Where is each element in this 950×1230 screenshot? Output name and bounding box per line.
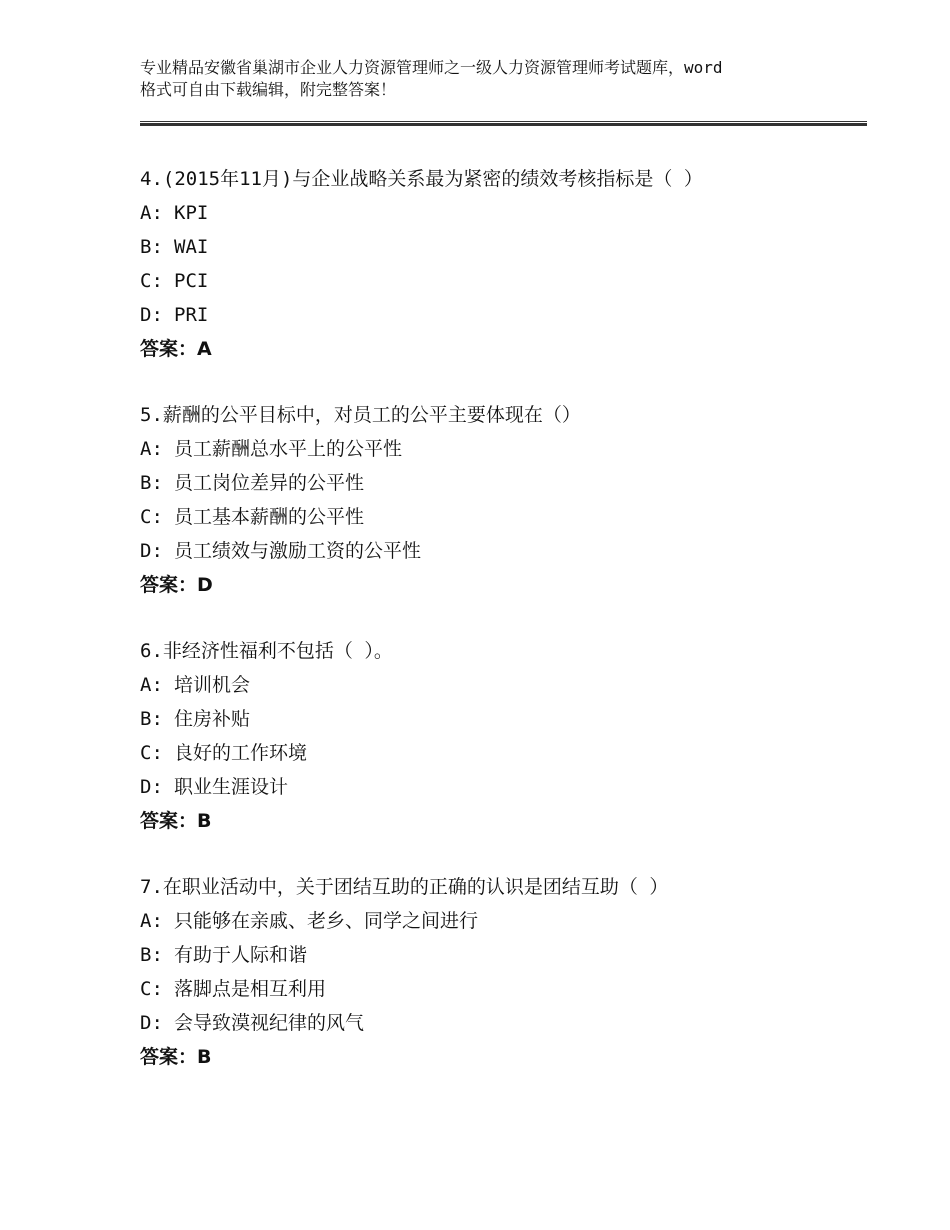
option-text: 员工薪酬总水平上的公平性: [174, 438, 403, 460]
option-letter: C:: [140, 978, 163, 1000]
header-line-2: 格式可自由下载编辑，附完整答案！: [140, 80, 397, 99]
question-list: [140, 162, 860, 1106]
option-letter: B:: [140, 708, 163, 730]
option-text: KPI: [174, 202, 209, 224]
answer-line: 答案：B: [140, 810, 212, 832]
answer-line: 答案：B: [140, 1046, 212, 1068]
option-c: [140, 500, 860, 534]
option-b: [140, 938, 860, 972]
answer-line: 答案：D: [140, 574, 213, 596]
question-stem: 7.在职业活动中，关于团结互助的正确的认识是团结互助（ ）: [140, 876, 669, 898]
option-a: [140, 196, 860, 230]
question-5: [140, 398, 860, 602]
option-letter: D:: [140, 776, 163, 798]
option-text: 员工岗位差异的公平性: [174, 472, 365, 494]
option-letter: C:: [140, 742, 163, 764]
question-stem: 5.薪酬的公平目标中，对员工的公平主要体现在（）: [140, 404, 581, 426]
option-letter: D:: [140, 540, 163, 562]
option-letter: B:: [140, 944, 163, 966]
option-letter: B:: [140, 472, 163, 494]
option-text: 培训机会: [174, 674, 251, 696]
option-text: WAI: [174, 236, 209, 258]
option-a: [140, 668, 860, 702]
option-c: [140, 264, 860, 298]
option-text: 良好的工作环境: [174, 742, 308, 764]
option-letter: D:: [140, 304, 163, 326]
option-a: [140, 904, 860, 938]
question-7: [140, 870, 860, 1074]
option-letter: A:: [140, 438, 163, 460]
option-letter: A:: [140, 202, 163, 224]
option-text: 住房补贴: [174, 708, 251, 730]
option-letter: A:: [140, 674, 163, 696]
option-text: PRI: [174, 304, 209, 326]
option-b: [140, 230, 860, 264]
option-text: 有助于人际和谐: [174, 944, 308, 966]
option-text: 员工绩效与激励工资的公平性: [174, 540, 422, 562]
option-letter: B:: [140, 236, 163, 258]
option-letter: D:: [140, 1012, 163, 1034]
question-stem: 6.非经济性福利不包括（ ）。: [140, 640, 393, 662]
option-text: 会导致漠视纪律的风气: [174, 1012, 365, 1034]
option-c: [140, 972, 860, 1006]
option-d: [140, 298, 860, 332]
option-c: [140, 736, 860, 770]
option-text: 落脚点是相互利用: [174, 978, 327, 1000]
option-text: 职业生涯设计: [174, 776, 289, 798]
document-header: [140, 57, 840, 101]
option-letter: C:: [140, 270, 163, 292]
option-letter: A:: [140, 910, 163, 932]
option-a: [140, 432, 860, 466]
answer-line: 答案：A: [140, 338, 212, 360]
option-text: 只能够在亲戚、老乡、同学之间进行: [174, 910, 479, 932]
option-text: PCI: [174, 270, 209, 292]
option-b: [140, 466, 860, 500]
question-stem: 4.(2015年11月)与企业战略关系最为紧密的绩效考核指标是（ ）: [140, 168, 703, 190]
option-letter: C:: [140, 506, 163, 528]
header-divider-thick: [140, 123, 867, 126]
header-line-1: 专业精品安徽省巢湖市企业人力资源管理师之一级人力资源管理师考试题库，word: [140, 58, 723, 77]
header-divider-thin: [140, 121, 867, 122]
option-b: [140, 702, 860, 736]
option-d: [140, 534, 860, 568]
option-d: [140, 770, 860, 804]
question-4: [140, 162, 860, 366]
option-d: [140, 1006, 860, 1040]
question-6: [140, 634, 860, 838]
option-text: 员工基本薪酬的公平性: [174, 506, 365, 528]
